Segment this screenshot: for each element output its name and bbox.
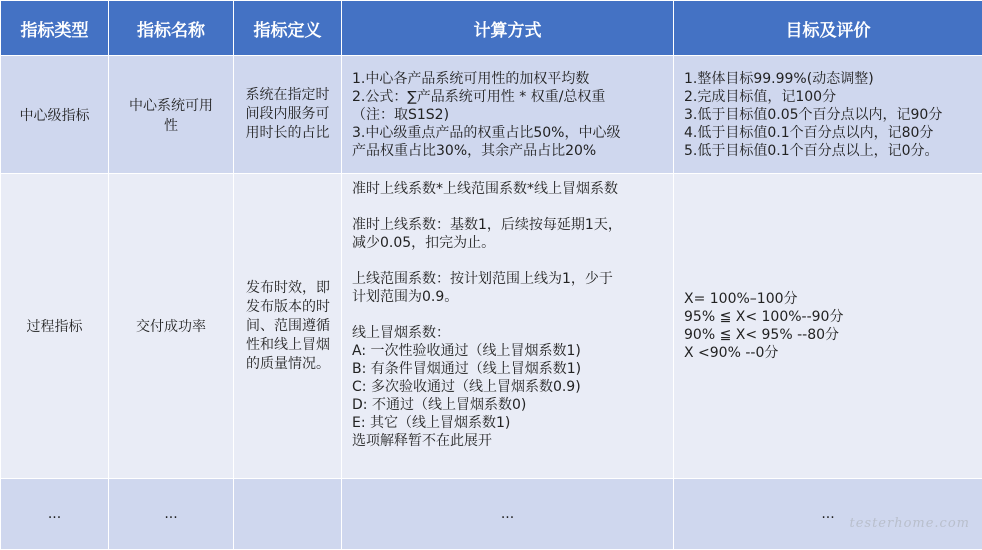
target-line: X= 100%–100分 <box>684 290 976 308</box>
calc-line: （注：取S1S2) <box>352 106 667 124</box>
target-line: 4.低于目标值0.1个百分点以内，记80分 <box>684 124 976 142</box>
cell-name: 交付成功率 <box>109 174 234 479</box>
target-line: 2.完成目标值，记100分 <box>684 88 976 106</box>
cell-calculation <box>342 174 674 479</box>
target-line: 5.低于目标值0.1个百分点以上，记0分。 <box>684 142 976 160</box>
calc-line: 选项解释暂不在此展开 <box>352 432 667 450</box>
table-row <box>1 479 982 550</box>
cell-type: 中心级指标 <box>1 56 109 174</box>
cell-name: 中心系统可用性 <box>109 56 234 174</box>
header-metric-definition: 指标定义 <box>234 1 342 56</box>
cell-target <box>674 174 982 479</box>
cell-definition <box>234 174 342 479</box>
calc-line: A: 一次性验收通过（线上冒烟系数1) <box>352 342 667 360</box>
calc-line: D: 不通过（线上冒烟系数0) <box>352 396 667 414</box>
calc-title: 准时上线系数*上线范围系数*线上冒烟系数 <box>352 180 667 198</box>
calc-line: E: 其它（线上冒烟系数1) <box>352 414 667 432</box>
table-row <box>1 56 982 174</box>
calc-line: 2.公式：∑产品系统可用性 * 权重/总权重 <box>352 88 667 106</box>
cell-type: 过程指标 <box>1 174 109 479</box>
cell-ellipsis: ... <box>1 479 109 550</box>
calc-line: 线上冒烟系数： <box>352 324 667 342</box>
calc-line: B: 有条件冒烟通过（线上冒烟系数1) <box>352 360 667 378</box>
target-line: 95% ≦ X< 100%--90分 <box>684 308 976 326</box>
calc-line: 产品权重占比30%，其余产品占比20% <box>352 142 667 160</box>
header-target-evaluation: 目标及评价 <box>674 1 982 56</box>
watermark-text: testerhome.com <box>849 516 970 531</box>
calc-line: 3.中心级重点产品的权重占比50%，中心级 <box>352 124 667 142</box>
table-row <box>1 174 982 479</box>
calc-line: 减少0.05，扣完为止。 <box>352 234 667 252</box>
cell-ellipsis: ... <box>109 479 234 550</box>
calc-line: 上线范围系数：按计划范围上线为1，少于 <box>352 270 667 288</box>
cell-ellipsis: ... <box>674 479 982 550</box>
target-line: X <90% --0分 <box>684 344 976 362</box>
calc-line: C: 多次验收通过（线上冒烟系数0.9) <box>352 378 667 396</box>
cell-empty <box>234 479 342 550</box>
header-calculation: 计算方式 <box>342 1 674 56</box>
cell-ellipsis: ... <box>342 479 674 550</box>
calc-line: 1.中心各产品系统可用性的加权平均数 <box>352 70 667 88</box>
cell-calculation <box>342 56 674 174</box>
header-row <box>1 1 982 56</box>
calc-line: 准时上线系数：基数1，后续按每延期1天， <box>352 216 667 234</box>
definition-text: 发布时效，即发布版本的时间、范围遵循性和线上冒烟的质量情况。 <box>246 279 335 374</box>
target-line: 1.整体目标99.99%(动态调整) <box>684 70 976 88</box>
target-line: 90% ≦ X< 95% --80分 <box>684 326 976 344</box>
target-line: 3.低于目标值0.05个百分点以内，记90分 <box>684 106 976 124</box>
calc-line: 计划范围为0.9。 <box>352 288 667 306</box>
cell-target <box>674 56 982 174</box>
header-metric-type: 指标类型 <box>1 1 109 56</box>
cell-definition: 系统在指定时间段内服务可用时长的占比 <box>234 56 342 174</box>
header-metric-name: 指标名称 <box>109 1 234 56</box>
